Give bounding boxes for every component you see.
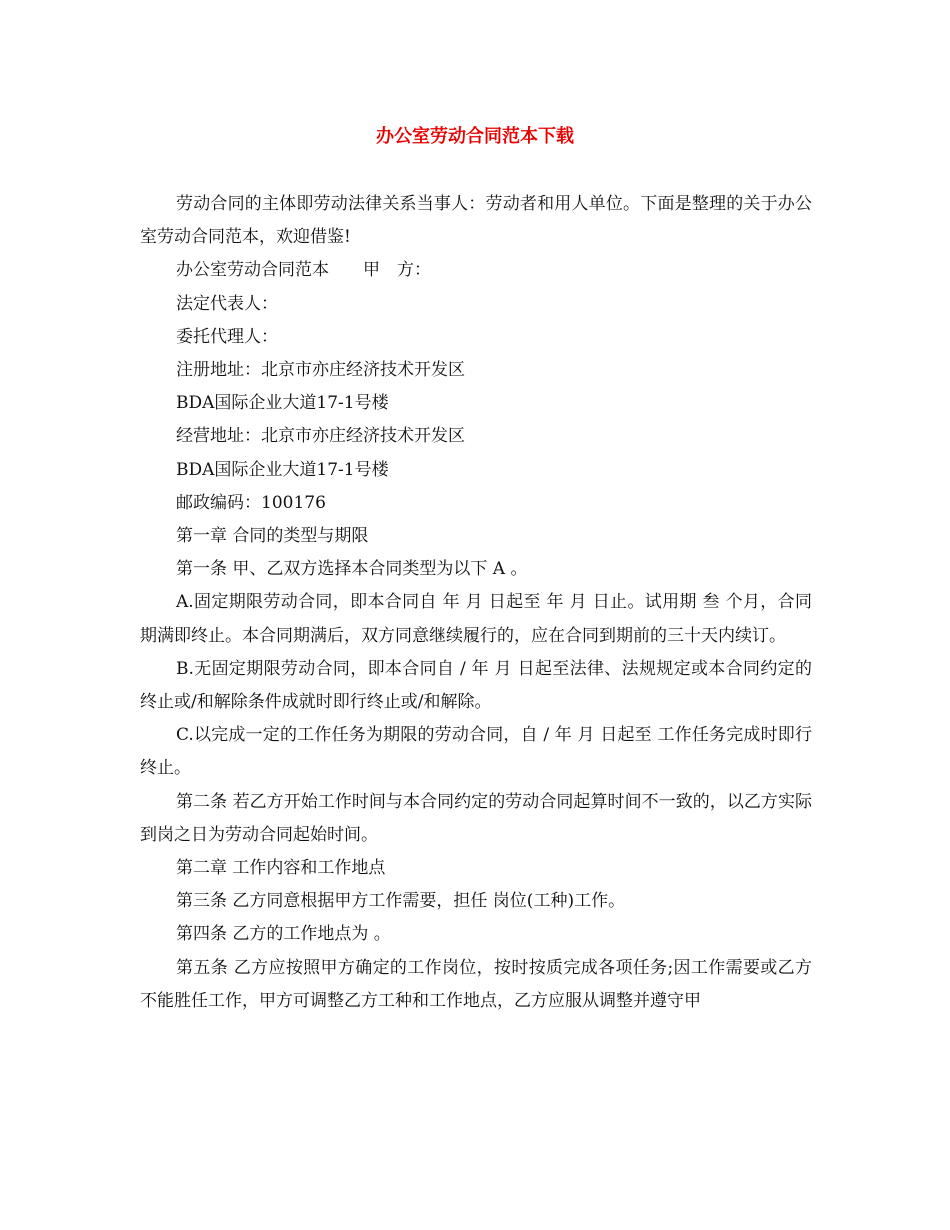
paragraph: BDA国际企业大道17-1号楼 [176,459,389,480]
paragraph: 第四条 乙方的工作地点为 。 [176,924,391,945]
paragraph: A.固定期限劳动合同，即本合同自 年 月 日起至 年 月 日止。试用期 叁 个月，合同期满即终止。本合同期满后，双方同意继续履行的，应在合同到期前的三十天内续订。 [140,592,812,646]
paragraph: 第二章 工作内容和工作地点 [176,858,386,879]
paragraph: B.无固定期限劳动合同，即本合同自 / 年 月 日起至法律、法规规定或本合同约定的终止或/和解除条件成就时即行终止或/和解除。 [140,658,812,713]
paragraph: 委托代理人： [176,326,278,347]
paragraph: 注册地址：北京市亦庄经济技术开发区 [176,360,465,381]
paragraph: 邮政编码：100176 [176,492,326,513]
paragraph: 第三条 乙方同意根据甲方工作需要，担任 岗位(工种)工作。 [176,891,626,912]
paragraph: BDA国际企业大道17-1号楼 [176,393,389,414]
paragraph: 第二条 若乙方开始工作时间与本合同约定的劳动合同起算时间不一致的，以乙方实际到岗之日为劳动合同起始时间。 [140,791,812,845]
paragraph: 办公室劳动合同范本 甲 方： [176,260,431,281]
document-body [140,188,812,1018]
document-title: 办公室劳动合同范本下载 [376,126,574,147]
paragraph: 经营地址：北京市亦庄经济技术开发区 [176,426,465,447]
paragraph: 法定代表人： [176,293,278,314]
paragraph: C.以完成一定的工作任务为期限的劳动合同，自 / 年 月 日起至 工作任务完成时即行终止。 [140,725,812,779]
paragraph: 第一条 甲、乙双方选择本合同类型为以下 A 。 [176,559,528,580]
paragraph: 第五条 乙方应按照甲方确定的工作岗位，按时按质完成各项任务;因工作需要或乙方不能胜任工作，甲方可调整乙方工种和工作地点，乙方应服从调整并遵守甲 [140,957,812,1011]
paragraph: 劳动合同的主体即劳动法律关系当事人：劳动者和用人单位。下面是整理的关于办公室劳动合同范本，欢迎借鉴! [140,194,812,248]
paragraph: 第一章 合同的类型与期限 [176,526,369,547]
